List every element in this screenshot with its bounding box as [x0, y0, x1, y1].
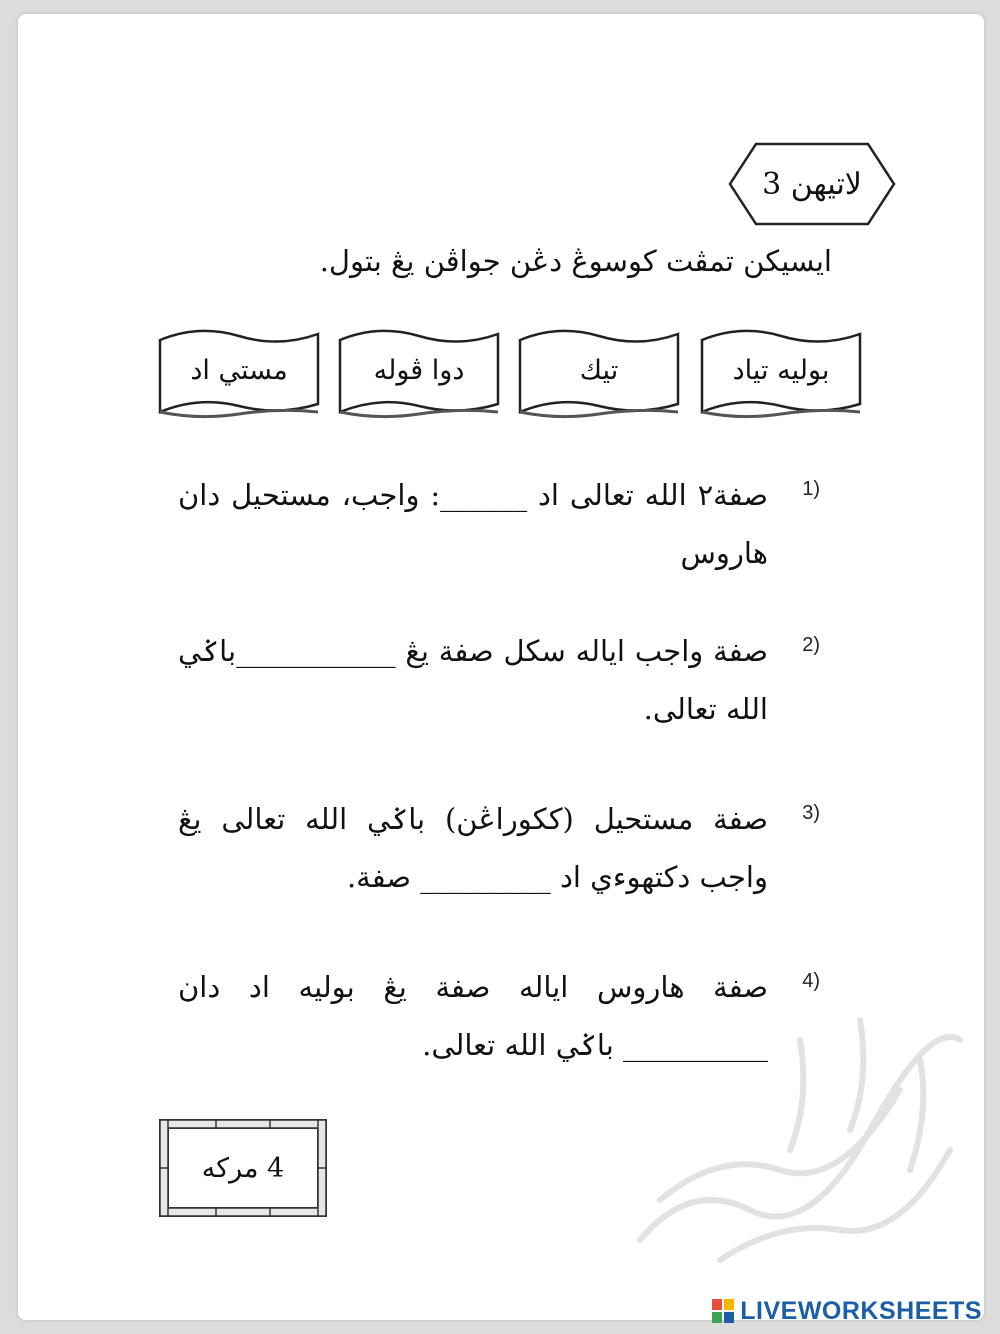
question-2	[180, 622, 820, 742]
word-bank-item-2	[514, 322, 684, 422]
liveworksheets-logo-icon	[712, 1299, 734, 1323]
question-3	[180, 790, 820, 910]
word-bank-item-1	[696, 322, 866, 422]
word-bank-item-3	[334, 322, 504, 422]
question-number: 1)	[802, 478, 820, 500]
instruction-text: ايسيكن تمڤت کوسوڠ دڠن جواڤن يڠ بتول.	[319, 244, 832, 278]
question-number: 4)	[802, 970, 820, 992]
question-1	[180, 466, 820, 586]
question-text[interactable]: صفة٢ الله تعالى اد ______: واجب، مستحيل دان هاروس	[178, 478, 768, 570]
word-bank-label: مستي اد	[190, 354, 288, 386]
liveworksheets-brand: LIVEWORKSHEETS	[740, 1296, 982, 1325]
marks-frame	[156, 1116, 330, 1220]
word-bank-label: دوا ڤوله	[373, 354, 465, 386]
question-text[interactable]: صفة مستحيل (ككوراڠن) باݢي الله تعالى يڠ واجب دکتهوءي اد _________ صفة.	[178, 802, 768, 894]
question-number: 3)	[802, 802, 820, 824]
exercise-title-tag	[728, 140, 896, 228]
liveworksheets-logo	[712, 1294, 982, 1328]
word-bank-item-4	[154, 322, 324, 422]
calligraphy-watermark	[600, 980, 980, 1280]
question-text[interactable]: صفة واجب اياله سكل صفة يڠ ___________باݢي الله تعالى.	[178, 634, 768, 726]
exercise-title: لاتيهن 3	[762, 166, 862, 202]
marks-label: 4 مرکه	[201, 1152, 285, 1184]
question-number: 2)	[802, 634, 820, 656]
word-bank-label: بوليه تياد	[732, 354, 830, 386]
word-bank-label: تيك	[579, 354, 619, 386]
question-text[interactable]: صفة هاروس اياله صفة يڠ بوليه اد دان __________ باݢي الله تعالى.	[178, 970, 768, 1062]
